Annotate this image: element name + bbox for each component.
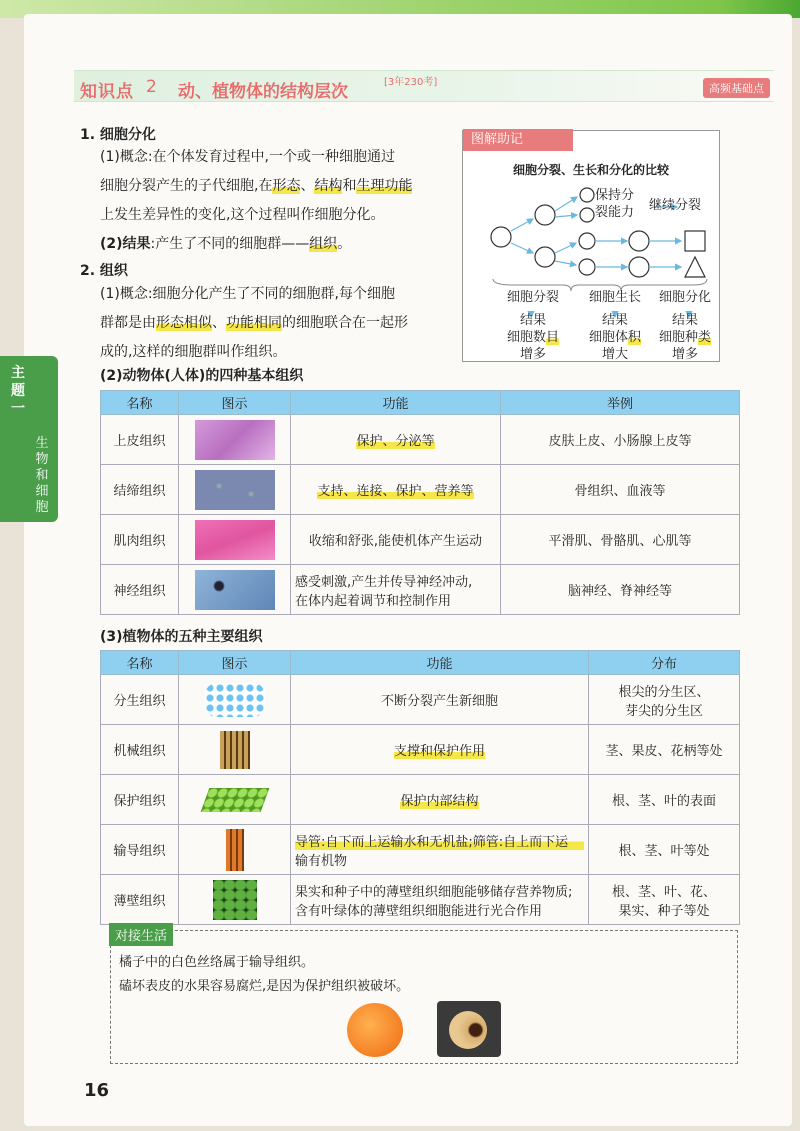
frequency-tag: 高频基础点 — [703, 78, 770, 98]
header-name: 名称 — [101, 651, 179, 675]
highlight-same-function: 功能相同 — [226, 315, 282, 331]
tissue-example: 骨组织、血液等 — [501, 465, 740, 515]
tissue-example: 平滑肌、骨骼肌、心肌等 — [501, 515, 740, 565]
diagram-title: 细胞分裂、生长和分化的比较 — [512, 163, 669, 177]
tissue-distribution: 茎、果皮、花柄等处 — [589, 725, 740, 775]
text: 细胞数 — [506, 330, 546, 345]
cell-circle — [491, 227, 511, 247]
text: 增大 — [601, 347, 628, 362]
text: 支撑和保护作用 — [393, 744, 485, 759]
col-growth — [583, 289, 647, 363]
text: 果实、种子等处 — [618, 903, 710, 919]
text: 裂能力 — [595, 205, 635, 220]
s1-line4 — [100, 230, 460, 259]
tissue-name: 机械组织 — [101, 725, 179, 775]
text: 根、茎、叶、花、 — [611, 884, 716, 900]
tissue-distribution — [589, 875, 740, 925]
tissue-image-cell — [179, 875, 291, 925]
tissue-name: 神经组织 — [101, 565, 179, 615]
tissue-name: 结缔组织 — [101, 465, 179, 515]
tissue-function — [291, 775, 589, 825]
text: 感受刺激,产生并传导神经冲动, — [295, 574, 473, 590]
cell-circle — [580, 188, 594, 202]
damaged-fruit-image — [449, 1011, 487, 1049]
table-row — [101, 565, 740, 615]
diagram-tab: 图解助记 — [463, 129, 573, 151]
page-number: 16 — [84, 1080, 110, 1101]
text: 和 — [342, 178, 357, 194]
connective-image — [195, 470, 275, 510]
knowledge-point-label: 知识点 — [80, 82, 134, 102]
text: 保护、分泌等 — [356, 434, 435, 449]
tissue-function — [291, 465, 501, 515]
muscle-image — [195, 520, 275, 560]
tissue-image-cell — [179, 725, 291, 775]
tissue-distribution: 根、茎、叶的表面 — [589, 775, 740, 825]
table-row — [101, 415, 740, 465]
header-image: 图示 — [179, 651, 291, 675]
s2-line3: 成的,这样的细胞群叫作组织。 — [100, 344, 287, 360]
header-function: 功能 — [291, 391, 501, 415]
text: 的细胞联合在一起形 — [282, 315, 408, 331]
text: 增多 — [519, 347, 546, 362]
tissue-image-cell — [179, 675, 291, 725]
continue-divide-label: 继续分裂 — [649, 198, 702, 213]
tissue-image-cell — [179, 825, 291, 875]
table-row — [101, 725, 740, 775]
cell-circle — [535, 247, 555, 267]
tissue-image-cell — [179, 415, 291, 465]
s2-title: 2. 组织 — [80, 263, 128, 279]
life-line-2: 磕坏表皮的水果容易腐烂,是因为保护组织被破坏。 — [119, 979, 410, 994]
plant-tissue-table — [100, 650, 740, 925]
text: 细胞分裂 — [506, 290, 559, 305]
cell-circle — [535, 205, 555, 225]
header-distribution: 分布 — [589, 651, 740, 675]
text: 细胞分化 — [658, 290, 711, 305]
cell-circle — [579, 259, 595, 275]
s1-line3: 上发生差异性的变化,这个过程叫作细胞分化。 — [100, 207, 385, 223]
tissue-name: 分生组织 — [101, 675, 179, 725]
epithelial-image — [195, 420, 275, 460]
text: (2)结果 — [100, 236, 151, 252]
text: 结果 — [601, 313, 628, 328]
text: :产生了不同的细胞群—— — [150, 236, 310, 252]
s2-line2 — [100, 309, 460, 338]
highlight-shape: 形态 — [272, 178, 301, 194]
highlight-tissue: 组织 — [309, 236, 338, 252]
highlight-structure: 结构 — [314, 178, 343, 194]
table-row — [101, 515, 740, 565]
tissue-function — [291, 565, 501, 615]
cell-circle — [579, 233, 595, 249]
tissue-name: 输导组织 — [101, 825, 179, 875]
meristem-image — [205, 683, 265, 717]
mechanical-image — [220, 731, 250, 769]
cell-circle — [629, 231, 649, 251]
tissue-image-cell — [179, 515, 291, 565]
knowledge-point-number: 2 — [146, 77, 157, 97]
text: 芽尖的分生区 — [624, 703, 703, 719]
table-row — [101, 675, 740, 725]
text: 结果 — [671, 313, 698, 328]
keep-divide-label — [595, 187, 634, 221]
header-name: 名称 — [101, 391, 179, 415]
tissue-function: 收缩和舒张,能使机体产生运动 — [291, 515, 501, 565]
text: 、 — [212, 315, 226, 331]
theme-label: 主题一 — [11, 365, 25, 417]
differentiated-triangle — [685, 257, 705, 277]
text: 、 — [300, 178, 315, 194]
table-row — [101, 825, 740, 875]
cell-circle — [580, 208, 594, 222]
tissue-name: 保护组织 — [101, 775, 179, 825]
fruit-photo — [437, 1001, 501, 1057]
exam-frequency: [3年230考] — [384, 77, 438, 88]
header-function: 功能 — [291, 651, 589, 675]
s2-line1: (1)概念:细胞分化产生了不同的细胞群,每个细胞 — [100, 286, 395, 302]
subject-label: 生物和细胞 — [35, 436, 49, 515]
tissue-function: 不断分裂产生新细胞 — [291, 675, 589, 725]
table-row — [101, 775, 740, 825]
s2-paragraph — [100, 280, 460, 367]
tissue-image-cell — [179, 465, 291, 515]
text: 。 — [337, 236, 352, 252]
conducting-image — [226, 829, 244, 871]
text: 积 — [628, 330, 642, 345]
col-differentiation — [653, 289, 717, 363]
side-theme-tab — [0, 356, 58, 522]
table-row — [101, 875, 740, 925]
section-header — [74, 70, 774, 102]
highlight-similar-shape: 形态相似 — [156, 315, 212, 331]
text: 结果 — [519, 313, 546, 328]
life-connection-box — [110, 930, 738, 1064]
highlight-function: 生理功能 — [356, 178, 413, 194]
tissue-example: 脑神经、脊神经等 — [501, 565, 740, 615]
animal-tissue-title: (2)动物体(人体)的四种基本组织 — [100, 368, 304, 384]
text: 细胞体 — [588, 330, 628, 345]
text: 类 — [698, 330, 712, 345]
text: 输有机物 — [295, 853, 348, 869]
text: 保持分 — [595, 188, 635, 203]
cell-circle — [629, 257, 649, 277]
tissue-distribution — [589, 675, 740, 725]
plant-tissue-title: (3)植物体的五种主要组织 — [100, 629, 263, 645]
tissue-example: 皮肤上皮、小肠腺上皮等 — [501, 415, 740, 465]
header-example: 举例 — [501, 391, 740, 415]
diagram-box — [462, 130, 720, 362]
text: 细胞分裂产生的子代细胞,在 — [100, 178, 273, 194]
header-image: 图示 — [179, 391, 291, 415]
text: 保护内部结构 — [400, 794, 479, 809]
differentiated-square — [685, 231, 705, 251]
section-title: 动、植物体的结构层次 — [178, 82, 348, 102]
tissue-name: 薄壁组织 — [101, 875, 179, 925]
s1-title: 1. 细胞分化 — [80, 127, 156, 143]
tissue-name: 肌肉组织 — [101, 515, 179, 565]
protective-image — [200, 788, 269, 812]
orange-image — [347, 1003, 403, 1057]
text: 细胞生长 — [588, 290, 641, 305]
tissue-function — [291, 825, 589, 875]
text: 导管:自下而上运输水和无机盐;筛管:自上而下运 — [295, 831, 584, 850]
text: 支持、连接、保护、营养等 — [317, 484, 474, 499]
text: 增多 — [671, 347, 698, 362]
tissue-name: 上皮组织 — [101, 415, 179, 465]
s1-line2 — [100, 172, 460, 201]
s1-paragraph — [100, 143, 460, 259]
text: 目 — [546, 330, 560, 345]
col-division — [501, 289, 565, 363]
text: 果实和种子中的薄壁组织细胞能够储存营养物质; — [295, 884, 573, 900]
text: 在体内起着调节和控制作用 — [295, 593, 452, 609]
tissue-image-cell — [179, 565, 291, 615]
parenchyma-image — [213, 880, 257, 920]
table-row — [101, 465, 740, 515]
animal-tissue-table — [100, 390, 740, 615]
text: 根尖的分生区、 — [618, 684, 710, 700]
nerve-image — [195, 570, 275, 610]
tissue-image-cell — [179, 775, 291, 825]
tissue-distribution: 根、茎、叶等处 — [589, 825, 740, 875]
text: 细胞种 — [658, 330, 698, 345]
tissue-function — [291, 725, 589, 775]
life-tag: 对接生活 — [109, 923, 173, 946]
s1-line1: (1)概念:在个体发育过程中,一个或一种细胞通过 — [100, 149, 395, 165]
life-line-1: 橘子中的白色丝络属于输导组织。 — [119, 955, 315, 970]
tissue-function — [291, 415, 501, 465]
text: 群都是由 — [100, 315, 156, 331]
text: 含有叶绿体的薄壁组织细胞能进行光合作用 — [295, 903, 543, 919]
tissue-function — [291, 875, 589, 925]
